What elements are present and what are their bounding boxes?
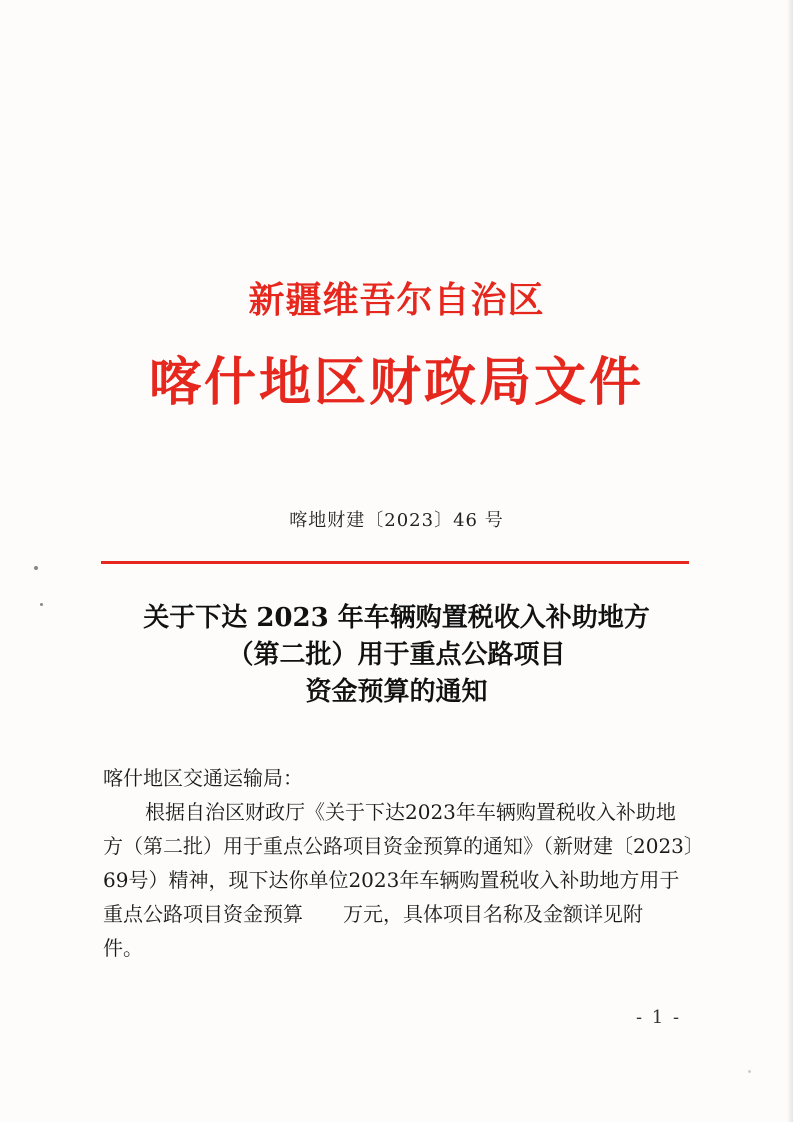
page-number: - 1 - <box>636 1007 682 1028</box>
body-line-1: 根据自治区财政厅《关于下达2023年车辆购置税收入补助地 <box>145 800 676 824</box>
recipient-salutation: 喀什地区交通运输局： <box>103 766 303 790</box>
scan-speck <box>34 566 38 570</box>
body-line-3: 69号）精神，现下达你单位2023年车辆购置税收入补助地方用于 <box>103 868 680 892</box>
body-line-2: 方（第二批）用于重点公路项目资金预算的通知》（新财建〔2023〕 <box>103 834 704 858</box>
issuer-office-heading: 喀什地区财政局文件 <box>148 352 644 413</box>
document-title <box>0 600 793 711</box>
title-line-1: 关于下达 2023 年车辆购置税收入补助地方 <box>143 603 650 633</box>
red-separator-line <box>101 561 689 564</box>
title-line-2: （第二批）用于重点公路项目 <box>227 640 566 670</box>
scan-edge-shadow <box>787 0 793 1122</box>
body-line-5: 件。 <box>103 936 143 960</box>
body-paragraph <box>103 795 704 965</box>
scan-speck <box>40 603 43 606</box>
issuer-region-heading: 新疆维吾尔自治区 <box>248 279 545 321</box>
scan-speck <box>748 1070 751 1073</box>
title-line-3: 资金预算的通知 <box>305 677 488 707</box>
document-number: 喀地财建〔2023〕46 号 <box>289 510 504 531</box>
reverse-side-bleed-through <box>100 150 740 255</box>
body-line-4: 重点公路项目资金预算 万元，具体项目名称及金额详见附 <box>103 902 643 926</box>
